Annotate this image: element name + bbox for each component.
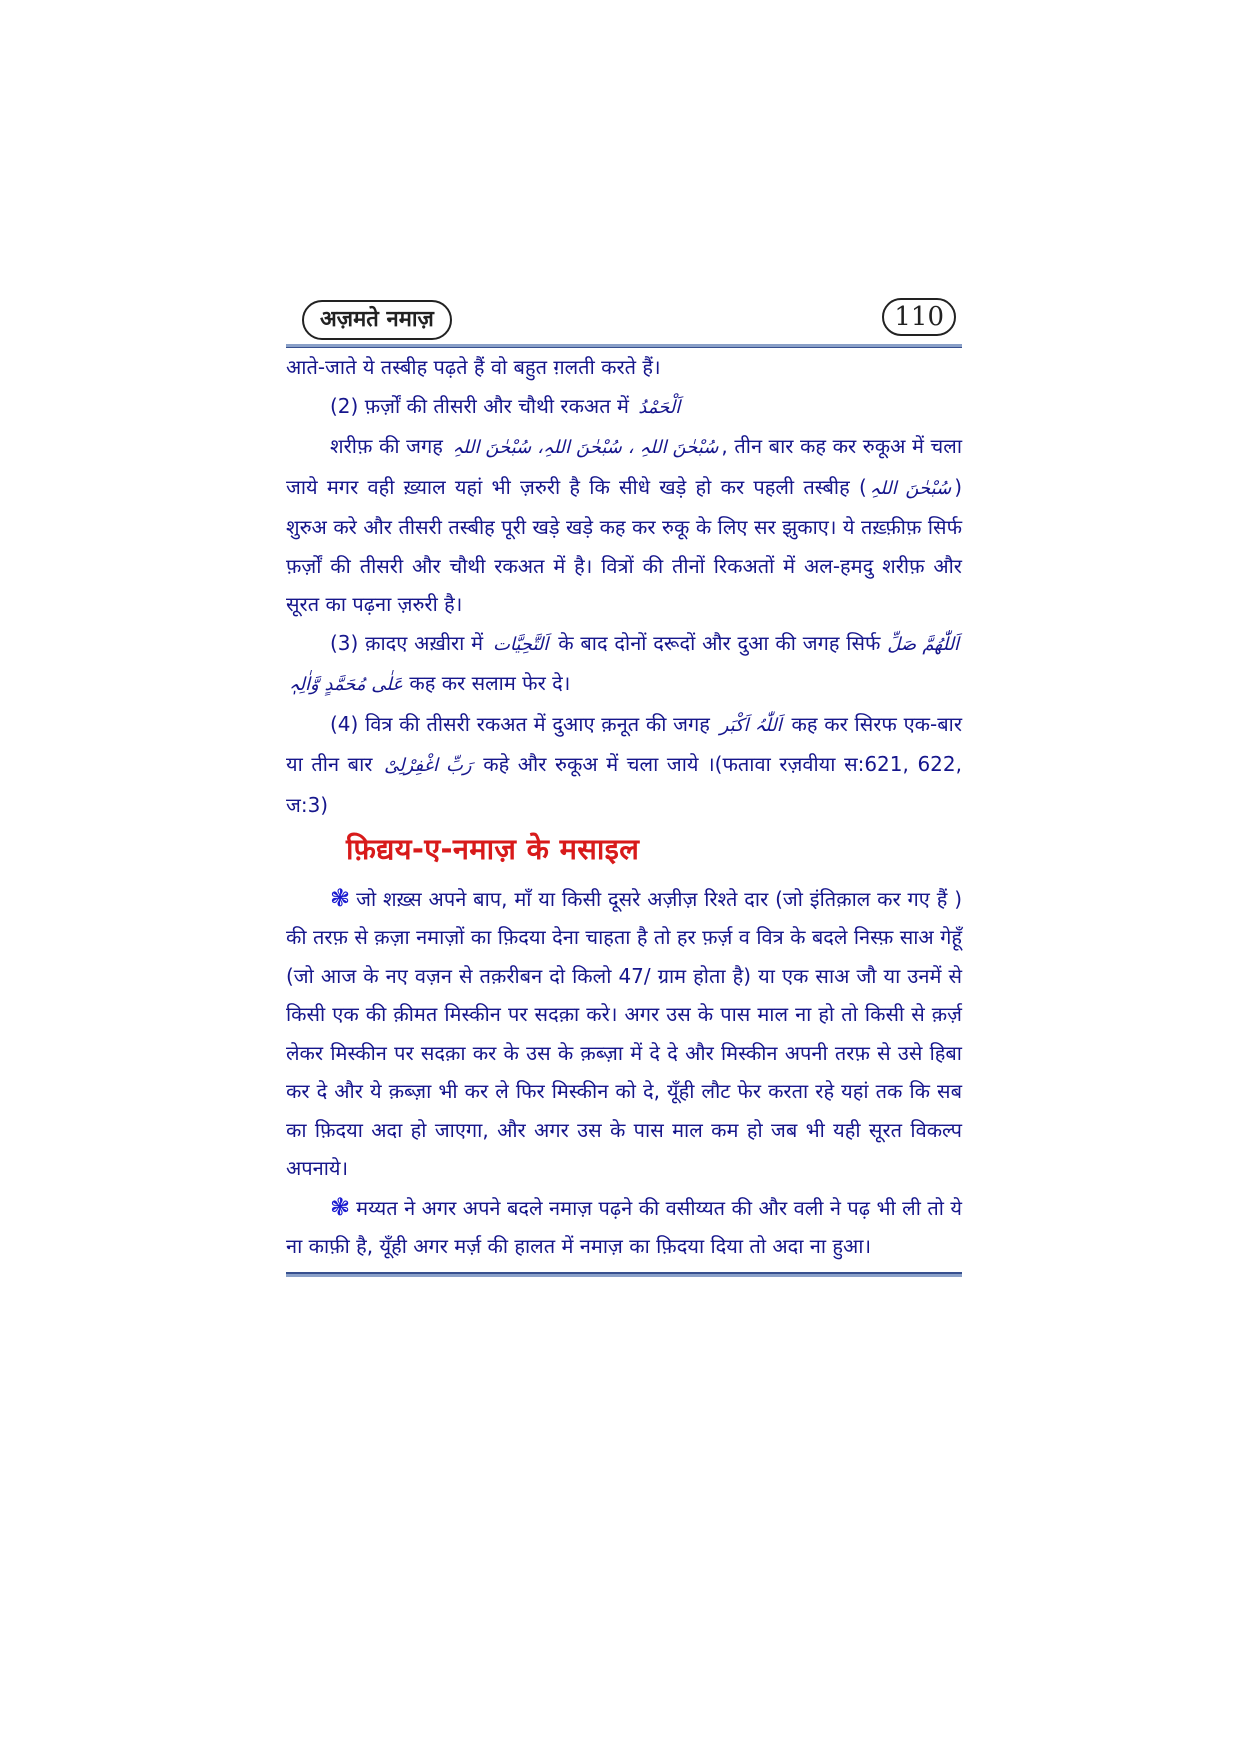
page-number: 110 bbox=[882, 298, 956, 336]
paragraph-tasbeeh: शरीफ़ की जगह سُبْحٰنَ اللہِ ، سُبْحٰنَ اللہِ، سُبْحٰنَ اللہِ , तीन बार कह कर रुकूअ में चला जाये मगर वही ख़्याल यहां भी ज़रुरी है कि सीधे खड़े हो कर पहली तस्बीह ( سُبْحٰنَ اللہِ ) शुरुअ करे और तीसरी तस्बीह पूरी खड़े खड़े कह कर रुकू के लिए सर झुकाए। ये तख़्फ़ीफ़ सिर्फ फ़र्ज़ों की तीसरी और चौथी रकअत में है। वित्रों की तीनों रिकअतों में अल-हमदु शरीफ़ और सूरत का पढ़ना ज़रुरी है। bbox=[286, 434, 962, 616]
arabic-allahu-akbar: اَللّٰہُ اَکْبَر bbox=[719, 714, 782, 736]
footer-rule bbox=[286, 1272, 962, 1277]
section-heading: फ़िद्यय-ए-नमाज़ के मसाइल bbox=[346, 832, 640, 866]
body-text bbox=[286, 348, 962, 1266]
arabic-attahiyyat: اَلتَّحِیَّات bbox=[492, 633, 549, 655]
paragraph-rule-4: (4) वित्र की तीसरी रकअत में दुआए क़नूत की जगह اَللّٰہُ اَکْبَر कह कर सिरफ एक-बार या तीन बार رَبِّ اغْفِرْلِیْ कहे और रुकूअ में चला जाये ।(फतावा रज़वीया स:621, 622, ज:3) bbox=[286, 711, 963, 817]
section-paragraph-1: ❃ जो शख़्स अपने बाप, माँ या किसी दूसरे अज़ीज़ रिश्ते दार (जो इंतिक़ाल कर गए हैं ) की तरफ़ से क़ज़ा नमाज़ों का फ़िदया देना चाहता है तो हर फ़र्ज़ व वित्र के बदले निस्फ़ साअ गेहूँ (जो आज के नए वज़न से तक़रीबन दो किलो 47/ ग्राम होता है) या एक साअ जौ या उनमें से किसी एक की क़ीमत मिस्कीन पर सदक़ा करे। अगर उस के पास माल ना हो तो किसी से क़र्ज़ लेकर मिस्कीन पर सदक़ा कर के उस के क़ब्ज़ा में दे दे और मिस्कीन अपनी तरफ़ से उसे हिबा कर दे और ये क़ब्ज़ा भी कर ले फिर मिस्कीन को दे, यूँही लौट फेर करता रहे यहां तक कि सब का फ़िदया अदा हो जाएगा, और अगर उस के पास माल कम हो जब भी यही सूरत विकल्प अपनाये। bbox=[286, 883, 962, 1180]
arabic-rabbighfirli: رَبِّ اغْفِرْلِیْ bbox=[384, 755, 472, 776]
paragraph-continuation: आते-जाते ये तस्बीह पढ़ते हैं वो बहुत ग़लती करते हैं। bbox=[286, 355, 661, 379]
section-paragraph-2: ❃ मय्यत ने अगर अपने बदले नमाज़ पढ़ने की वसीय्यत की और वली ने पढ़ भी ली तो ये ना काफ़ी है, यूँही अगर मर्ज़ की हालत में नमाज़ का फ़िदया दिया तो अदा ना हुआ। bbox=[286, 1192, 962, 1258]
arabic-alhamdu: اَلْحَمْدُ bbox=[638, 396, 681, 418]
arabic-subhanallah: سُبْحٰنَ اللہِ bbox=[869, 477, 952, 499]
arabic-subhanallah-thrice: سُبْحٰنَ اللہِ ، سُبْحٰنَ اللہِ، سُبْحٰنَ اللہِ bbox=[452, 437, 719, 458]
page-content bbox=[286, 298, 962, 1277]
arabic-durood: اَللّٰھُمَّ صَلِّ عَلٰی مُحَمَّدٍ وَّاٰلِہٖ bbox=[289, 633, 960, 695]
bullet-flower-icon: ❃ bbox=[330, 883, 351, 912]
paragraph-rule-2: (2) फ़र्ज़ों की तीसरी और चौथी रकअत में اَلْحَمْدُ bbox=[286, 387, 962, 428]
page-header bbox=[286, 298, 962, 344]
paragraph-rule-3: (3) क़ादए अख़ीरा में اَلتَّحِیَّات के बाद दोनों दरूदों और दुआ की जगह सिर्फ اَللّٰھُمَّ صَلِّ عَلٰی مُحَمَّدٍ وَّاٰلِہٖ कह कर सलाम फेर दे। bbox=[286, 624, 962, 705]
book-title: अज़मते नमाज़ bbox=[302, 300, 452, 340]
bullet-flower-icon: ❃ bbox=[330, 1192, 351, 1221]
